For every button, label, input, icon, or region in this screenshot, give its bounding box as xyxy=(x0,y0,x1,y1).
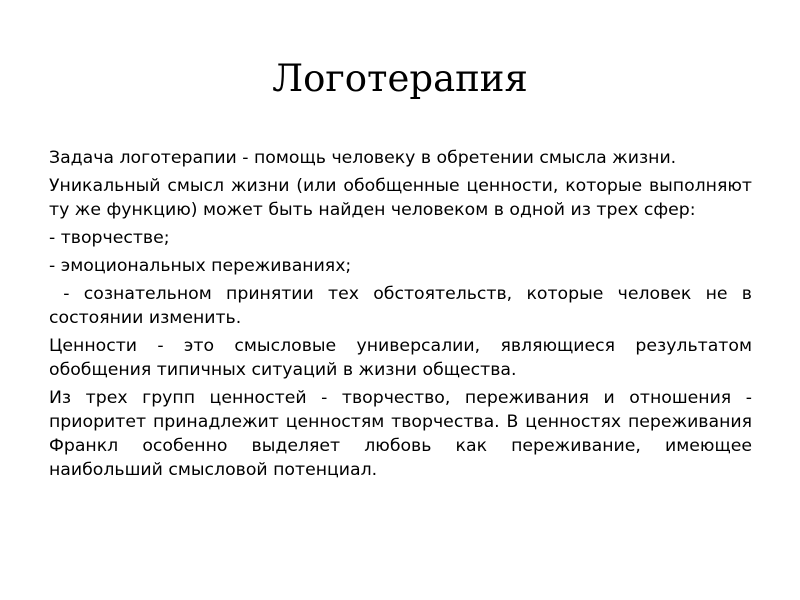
list-item-emotional-experiences: - эмоциональных переживаниях; xyxy=(49,256,352,276)
list-item-conscious-acceptance: - сознательном принятии тех обстоятельств, которые человек не в состоянии изменить. xyxy=(49,284,758,328)
slide-title: Логотерапия xyxy=(272,57,528,100)
list-item-creativity: - творчестве; xyxy=(49,228,170,248)
paragraph-unique-meaning: Уникальный смысл жизни (или обобщенные ценности, которые выполняют ту же функцию) может быть найден человеком в одной из трех сфер: xyxy=(49,176,752,220)
paragraph-task: Задача логотерапии - помощь человеку в обретении смысла жизни. xyxy=(49,148,677,168)
slide-body xyxy=(49,146,758,486)
paragraph-values: Ценности - это смысловые универсалии, являющиеся результатом обобщения типичных ситуаций в жизни общества. xyxy=(49,336,752,380)
paragraph-value-groups: Из трех групп ценностей - творчество, переживания и отношения - приоритет принадлежит ценностям творчества. В ценностях переживания Франкл особенно выделяет любовь как переживание, имеющее наибольший смысловой потенциал. xyxy=(49,388,752,480)
